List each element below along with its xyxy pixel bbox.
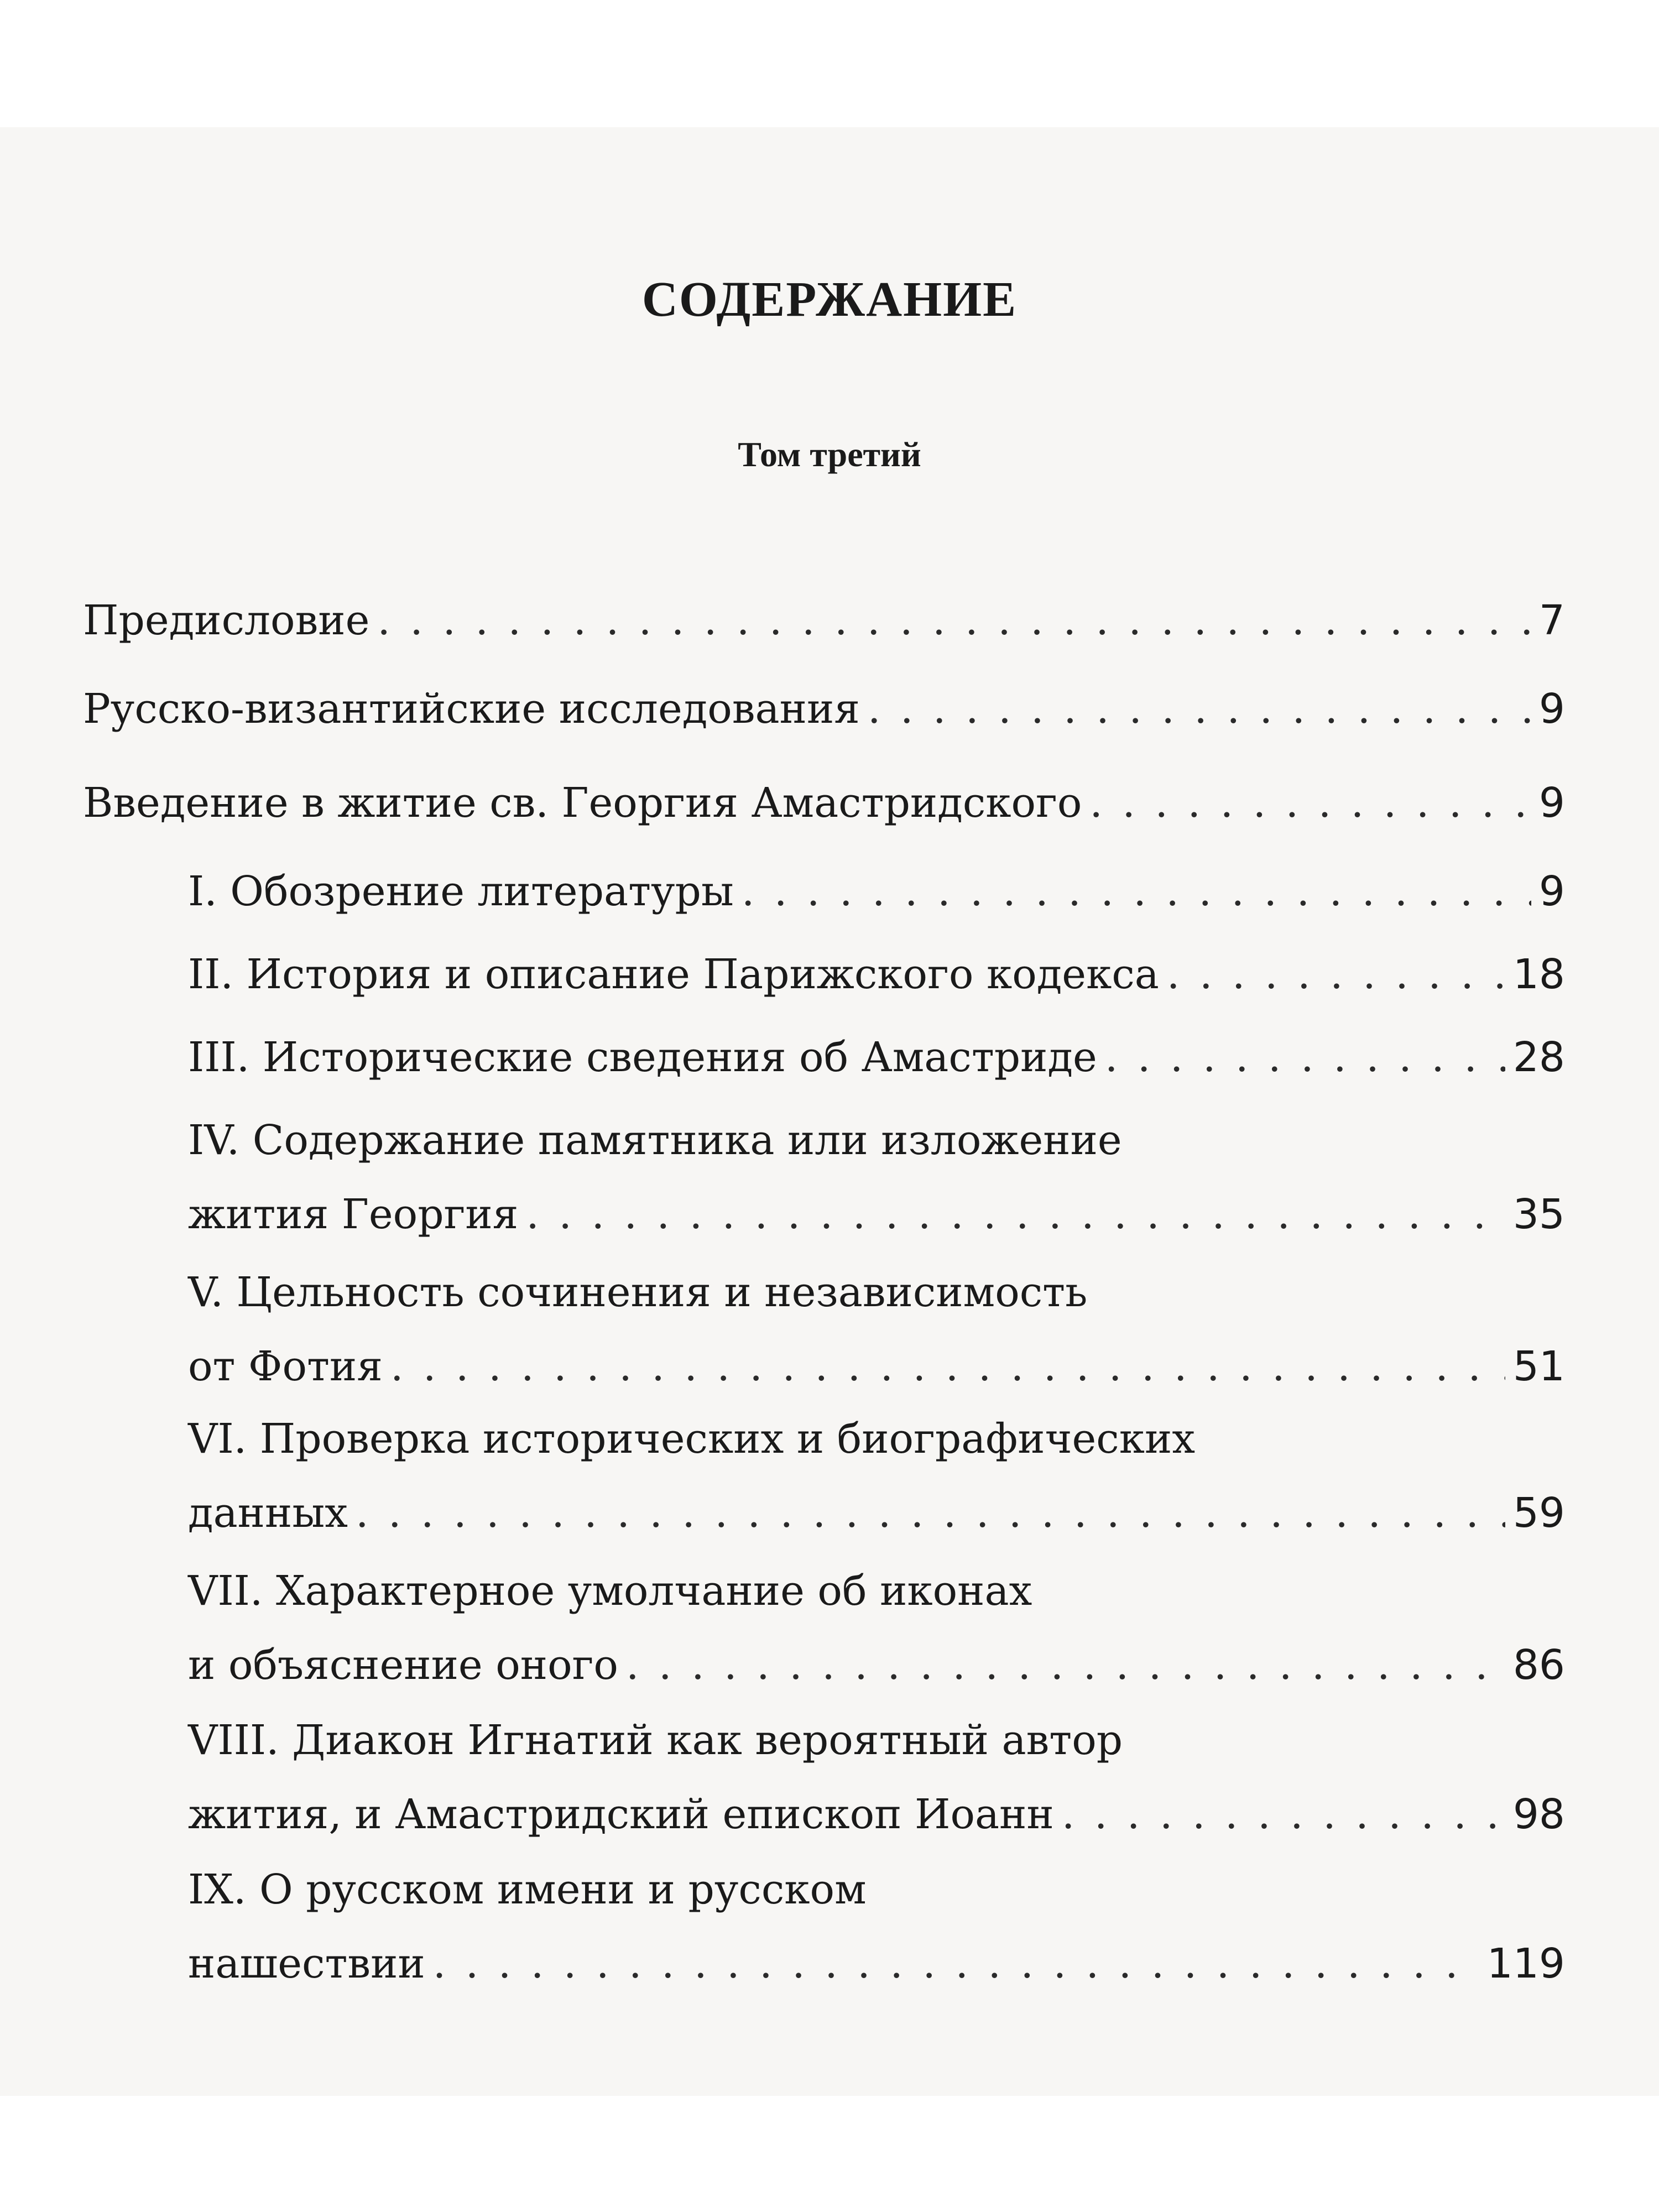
toc-entry-title: жития, и Амастридский епископ Иоанн: [188, 1791, 1054, 1838]
toc-page-number: 7: [1538, 597, 1565, 644]
toc-entry-title: III. Исторические сведения об Амастриде: [188, 1034, 1097, 1081]
toc-page-number: 59: [1512, 1489, 1565, 1537]
toc-entry-chapter-8: [188, 1703, 1565, 1851]
toc-entry-chapter-3: [188, 1020, 1565, 1094]
toc-page-number: 9: [1538, 868, 1565, 915]
toc-entry-title: от Фотия: [188, 1343, 383, 1390]
volume-heading: Том третий: [738, 435, 921, 474]
toc-entry-title: и объяснение оного: [188, 1641, 618, 1689]
toc-entry-title-line: V. Цельность сочинения и независимость: [188, 1269, 1088, 1316]
toc-entry-title-line: VI. Проверка исторических и биографических: [188, 1415, 1196, 1463]
toc-page-number: 86: [1512, 1641, 1565, 1689]
toc-entry-title: I. Обозрение литературы: [188, 868, 734, 915]
dot-leader: [526, 1177, 1505, 1251]
dot-leader: [1167, 937, 1505, 1011]
table-of-contents: [83, 0, 1565, 2212]
dot-leader: [626, 1628, 1505, 1702]
dot-leader: [868, 672, 1531, 746]
dot-leader: [1105, 1020, 1505, 1094]
toc-entry-preface: [83, 583, 1565, 658]
toc-entry-title: Предисловие: [83, 597, 370, 644]
toc-entry-chapter-2: [188, 937, 1565, 1011]
toc-entry-title-line: VII. Характерное умолчание об иконах: [188, 1567, 1032, 1615]
toc-entry-chapter-1: [188, 854, 1565, 928]
toc-page-number: 9: [1538, 685, 1565, 733]
toc-entry-title: Введение в житие св. Георгия Амастридского: [83, 779, 1082, 827]
dot-leader: [1062, 1777, 1505, 1851]
toc-entry-introduction: [83, 766, 1565, 840]
dot-leader: [742, 854, 1531, 928]
toc-entry-title: жития Георгия: [188, 1191, 519, 1238]
toc-entry-chapter-7: [188, 1554, 1565, 1702]
toc-page-number: 35: [1512, 1191, 1565, 1238]
toc-entry-title-line: IV. Содержание памятника или изложение: [188, 1117, 1122, 1164]
toc-entry-chapter-9: [188, 1853, 1565, 2001]
toc-entry-title: нашествии: [188, 1940, 425, 1987]
toc-entry-title-line: VIII. Диакон Игнатий как вероятный автор: [188, 1717, 1123, 1764]
toc-entry-studies: [83, 672, 1565, 746]
toc-entry-chapter-5: [188, 1255, 1565, 1404]
page-title: СОДЕРЖАНИЕ: [641, 272, 1018, 327]
dot-leader: [390, 1329, 1505, 1404]
toc-page-number: 119: [1486, 1940, 1565, 1987]
toc-page-number: 51: [1512, 1343, 1565, 1390]
toc-entry-title-line: IX. О русском имени и русском: [188, 1866, 867, 1913]
toc-entry-title: данных: [188, 1489, 348, 1537]
toc-page-number: 28: [1512, 1034, 1565, 1081]
toc-entry-chapter-6: [188, 1402, 1565, 1550]
dot-leader: [1089, 766, 1531, 840]
dot-leader: [356, 1476, 1505, 1550]
toc-page-number: 9: [1538, 779, 1565, 827]
toc-entry-chapter-4: [188, 1103, 1565, 1251]
dot-leader: [433, 1927, 1479, 2001]
toc-page-number: 18: [1512, 951, 1565, 998]
toc-entry-title: II. История и описание Парижского кодекса: [188, 951, 1159, 998]
toc-page-number: 98: [1512, 1791, 1565, 1838]
toc-entry-title: Русско-византийские исследования: [83, 685, 860, 733]
dot-leader: [377, 583, 1531, 658]
